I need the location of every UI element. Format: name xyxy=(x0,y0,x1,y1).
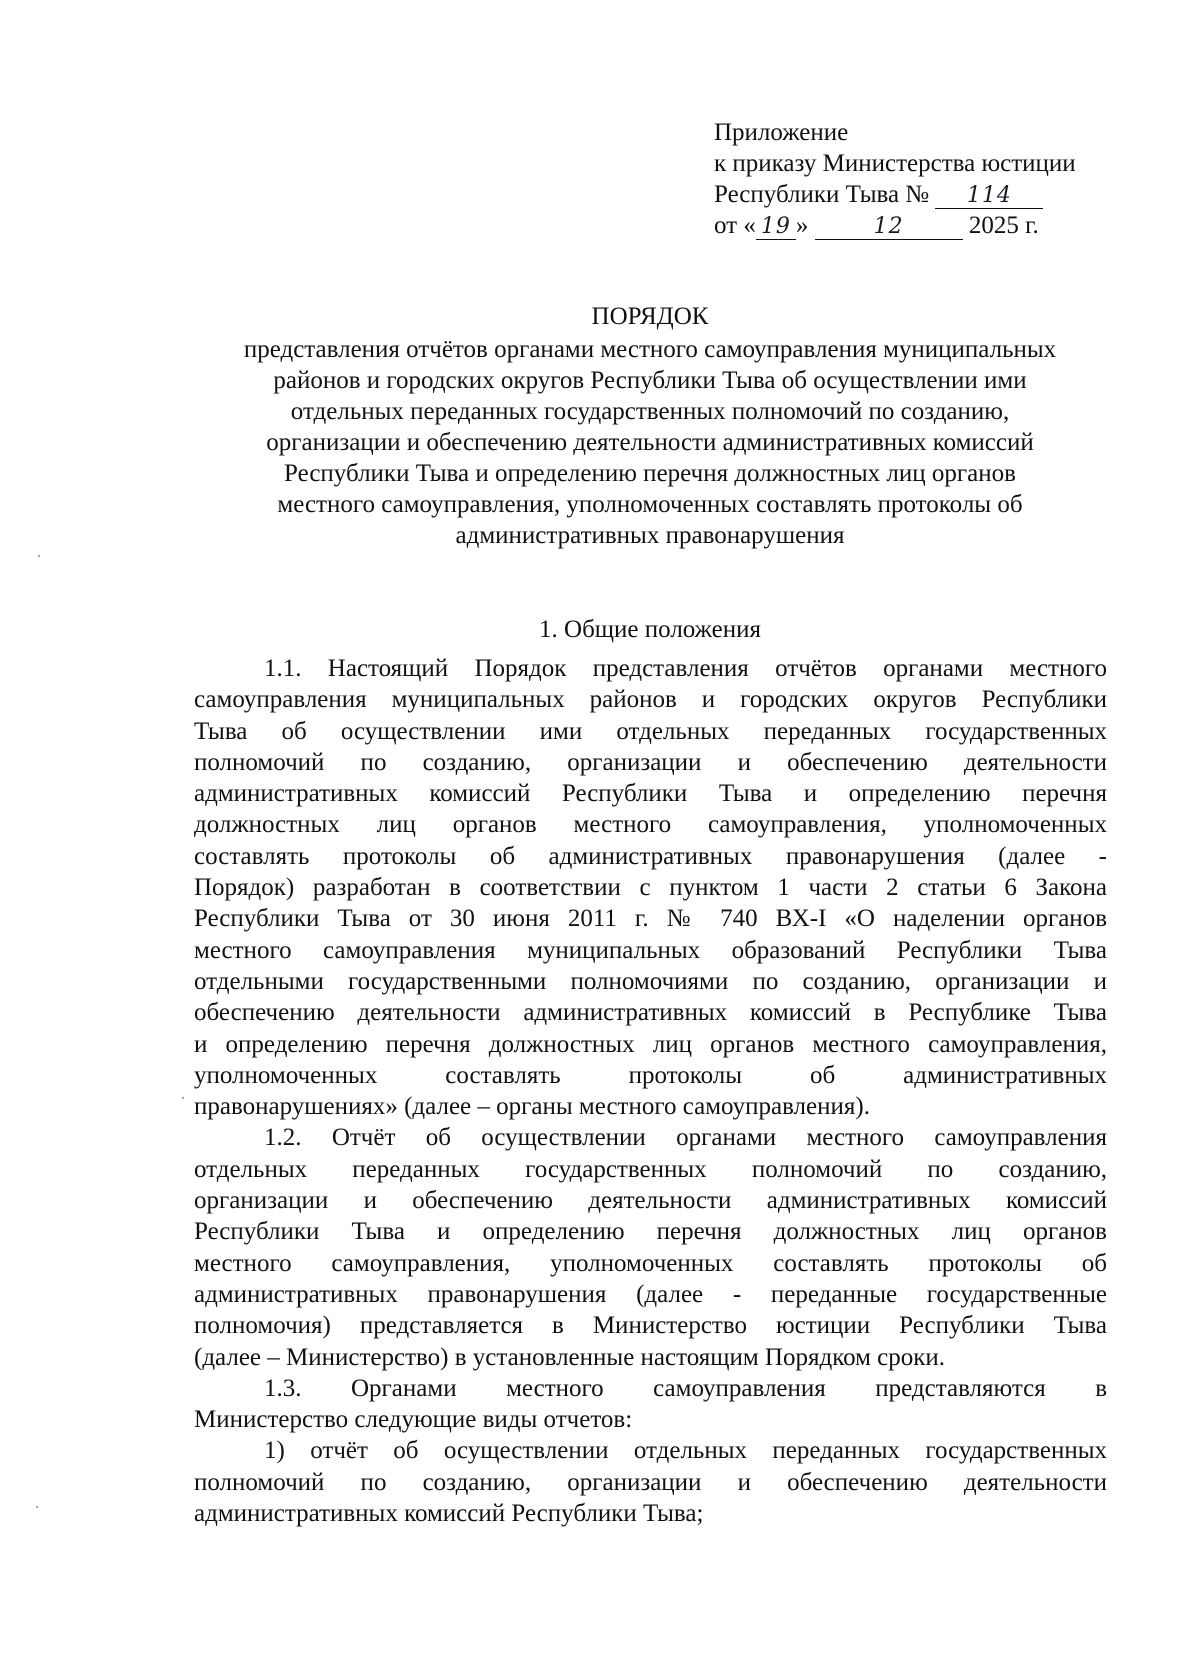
date-day-handwritten: 19 xyxy=(760,214,791,239)
scan-speck xyxy=(182,1097,184,1099)
appendix-block xyxy=(714,117,1134,241)
body-line: составлять протоколы об административных правонарушения (далее - xyxy=(194,842,1107,870)
appendix-order-ref: к приказу Министерства юстиции xyxy=(714,150,1076,177)
body-line: отдельных переданных государственных полномочий по созданию, xyxy=(194,1155,1107,1183)
body-line: отдельными государственными полномочиями по созданию, организации и xyxy=(194,967,1107,995)
body-line: административных правонарушения (далее - переданные государственные xyxy=(194,1280,1107,1308)
body-line: Министерство следующие виды отчетов: xyxy=(194,1406,633,1434)
body-line: полномочий по созданию, организации и обеспечению деятельности xyxy=(194,1468,1107,1496)
body-line: самоуправления муниципальных районов и городских округов Республики xyxy=(194,686,1107,714)
scan-speck xyxy=(38,555,40,557)
body-line: обеспечению деятельности административных комиссий в Республике Тыва xyxy=(194,999,1107,1027)
date-prefix: от « xyxy=(714,212,756,239)
body-line: административных комиссий Республики Тыва; xyxy=(194,1500,704,1528)
order-number-field xyxy=(935,183,1043,209)
order-number-handwritten: 114 xyxy=(966,183,1012,208)
scan-speck xyxy=(36,1506,38,1508)
body-line: уполномоченных составлять протоколы об административных xyxy=(194,1061,1107,1089)
date-year: 2025 г. xyxy=(968,212,1039,239)
document-subtitle-line: отдельных переданных государственных полномочий по созданию, xyxy=(290,398,1010,425)
appendix-republic-label: Республики Тыва № xyxy=(714,181,930,208)
document-subtitle-line: представления отчётов органами местного самоуправления муниципальных xyxy=(243,336,1057,363)
body-line: полномочий по созданию, организации и обеспечению деятельности xyxy=(194,748,1107,776)
document-title: ПОРЯДОК xyxy=(591,303,709,330)
date-day-close: » xyxy=(795,212,809,239)
body-line: 1.3. Органами местного самоуправления представляются в xyxy=(264,1374,1107,1402)
date-month-field xyxy=(815,214,963,240)
document-subtitle-line: районов и городских округов Республики Тыва об осуществлении ими xyxy=(273,367,1027,394)
document-body xyxy=(194,653,1107,1529)
appendix-order-number-line xyxy=(714,179,1134,210)
body-line: правонарушениях» (далее – органы местного самоуправления). xyxy=(194,1093,870,1121)
document-subtitle-line: административных правонарушения xyxy=(455,522,845,549)
date-month-handwritten: 12 xyxy=(873,214,904,239)
body-line: Порядок) разработан в соответствии с пунктом 1 части 2 статьи 6 Закона xyxy=(194,874,1107,902)
body-line: и определению перечня должностных лиц органов местного самоуправления, xyxy=(194,1030,1107,1058)
date-day-field xyxy=(756,214,796,240)
body-line: (далее – Министерство) в установленные настоящим Порядком сроки. xyxy=(194,1343,946,1371)
body-line: организации и обеспечению деятельности административных комиссий xyxy=(194,1187,1107,1215)
body-line: 1.1. Настоящий Порядок представления отчётов органами местного xyxy=(264,655,1107,682)
body-line: 1) отчёт об осуществлении отдельных переданных государственных xyxy=(264,1437,1107,1465)
body-line: Республики Тыва и определению перечня должностных лиц органов xyxy=(194,1218,1107,1246)
body-line: местного самоуправления муниципальных образований Республики Тыва xyxy=(194,936,1107,964)
body-line: Республики Тыва от 30 июня 2011 г. № 740 ВХ-I «О наделении органов xyxy=(194,905,1107,933)
body-line: полномочия) представляется в Министерство юстиции Республики Тыва xyxy=(194,1312,1107,1340)
document-subtitle-line: Республики Тыва и определению перечня должностных лиц органов xyxy=(284,460,1016,487)
appendix-date-line xyxy=(714,210,1134,241)
body-line: должностных лиц органов местного самоуправления, уполномоченных xyxy=(194,811,1107,839)
appendix-label: Приложение xyxy=(714,119,849,146)
body-line: местного самоуправления, уполномоченных составлять протоколы об xyxy=(194,1249,1107,1277)
body-line: административных комиссий Республики Тыва и определению перечня xyxy=(194,780,1107,808)
document-title-block xyxy=(190,301,1110,551)
section-heading: 1. Общие положения xyxy=(539,616,761,643)
document-subtitle-line: организации и обеспечению деятельности административных комиссий xyxy=(266,429,1034,456)
body-line: 1.2. Отчёт об осуществлении органами местного самоуправления xyxy=(264,1124,1107,1152)
document-subtitle-line: местного самоуправления, уполномоченных составлять протоколы об xyxy=(277,491,1023,518)
body-line: Тыва об осуществлении ими отдельных переданных государственных xyxy=(194,717,1107,745)
